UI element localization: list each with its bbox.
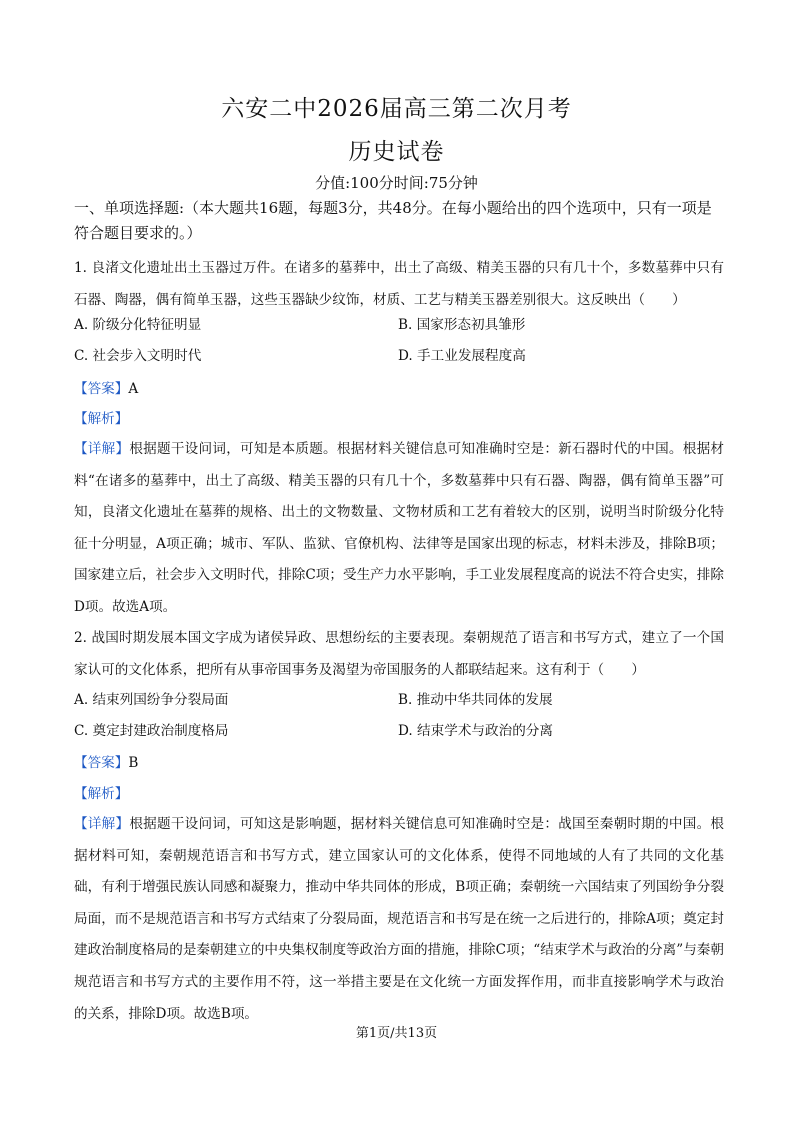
- exam-title: 六安二中2026届高三第二次月考: [221, 96, 572, 122]
- answer-tag: 【答案】: [74, 381, 129, 397]
- answer-value: B: [128, 755, 139, 771]
- detail-tag: 【详解】: [74, 816, 130, 832]
- detail-text: 根据题干设问词，可知这是影响题，据材料关键信息可知准确时空是：战国至秦朝时期的中国。根据材料可知，秦朝规范语言和书写方式，建立国家认可的文化体系，使得不同地域的人有了共同的文化基础，有利于增强民族认同感和凝聚力，推动中华共同体的形成，B项正确；秦朝统一六国结束了列国纷争分裂局面，而不是规范语言和书写方式结束了分裂局面，规范语言和书写是在统一之后进行的，排除A项；奠定封建政治制度格局的是秦朝建立的中央集权制度等政治方面的措施，排除C项；“结束学术与政治的分离”与秦朝规范语言和书写方式的主要作用不符，这一举措主要是在文化统一方面发挥作用，而非直接影响学术与政治的关系，排除D项。故选B项。: [74, 816, 725, 1022]
- q2-analysis-tag: 【解析】: [74, 786, 129, 802]
- q2-option-d: D. 结束学术与政治的分离: [398, 723, 553, 739]
- q2-answer: [74, 751, 138, 775]
- q2-option-c: C. 奠定封建政治制度格局: [74, 723, 229, 739]
- q1-option-d: D. 手工业发展程度高: [398, 348, 526, 364]
- q1-option-b: B. 国家形态初具雏形: [398, 317, 526, 333]
- detail-text: 根据题干设问词，可知是本质题。根据材料关键信息可知准确时空是：新石器时代的中国。根据材料“在诸多的墓葬中，出土了高级、精美玉器的只有几十个，多数墓葬中只有石器、陶器，偶有简单玉器”可知，良渚文化遗址在墓葬的规格、出土的文物数量、文物材质和工艺有着较大的区别，说明当时阶级分化特征十分明显，A项正确；城市、军队、监狱、官僚机构、法律等是国家出现的标志，材料未涉及，排除B项；国家建立后，社会步入文明时代，排除C项；受生产力水平影响，手工业发展程度高的说法不符合史实，排除D项。故选A项。: [74, 441, 725, 615]
- subject-title: 历史试卷: [348, 139, 445, 165]
- q1-answer: [74, 377, 138, 401]
- q2-option-b: B. 推动中华共同体的发展: [398, 692, 553, 708]
- question-1-stem: 1. 良渚文化遗址出土玉器过万件。在诸多的墓葬中，出土了高级、精美玉器的只有几十个，多数墓葬中只有石器、陶器，偶有简单玉器，这些玉器缺少纹饰，材质、工艺与精美玉器差别很大。这反映出（ ）: [74, 260, 724, 308]
- answer-value: A: [128, 381, 139, 397]
- q1-detail: [74, 434, 724, 624]
- q2-detail: [74, 809, 724, 1030]
- q1-option-c: C. 社会步入文明时代: [74, 348, 202, 364]
- answer-tag: 【答案】: [74, 755, 129, 771]
- q1-analysis-tag: 【解析】: [74, 411, 129, 427]
- q1-option-a: A. 阶级分化特征明显: [74, 317, 202, 333]
- q2-option-a: A. 结束列国纷争分裂局面: [74, 692, 229, 708]
- section-heading: 一、单项选择题:（本大题共16题，每题3分，共48分。在每小题给出的四个选项中，只有一项是符合题目要求的。）: [74, 199, 712, 242]
- detail-tag: 【详解】: [74, 441, 130, 457]
- page-number: 第1页/共13页: [355, 1026, 438, 1041]
- score-time-info: 分值:100分时间:75分钟: [315, 174, 478, 192]
- question-2-stem: 2. 战国时期发展本国文字成为诸侯异政、思想纷纭的主要表现。秦朝规范了语言和书写方式，建立了一个国家认可的文化体系，把所有从事帝国事务及渴望为帝国服务的人都联结起来。这有利于（ ）: [74, 630, 724, 678]
